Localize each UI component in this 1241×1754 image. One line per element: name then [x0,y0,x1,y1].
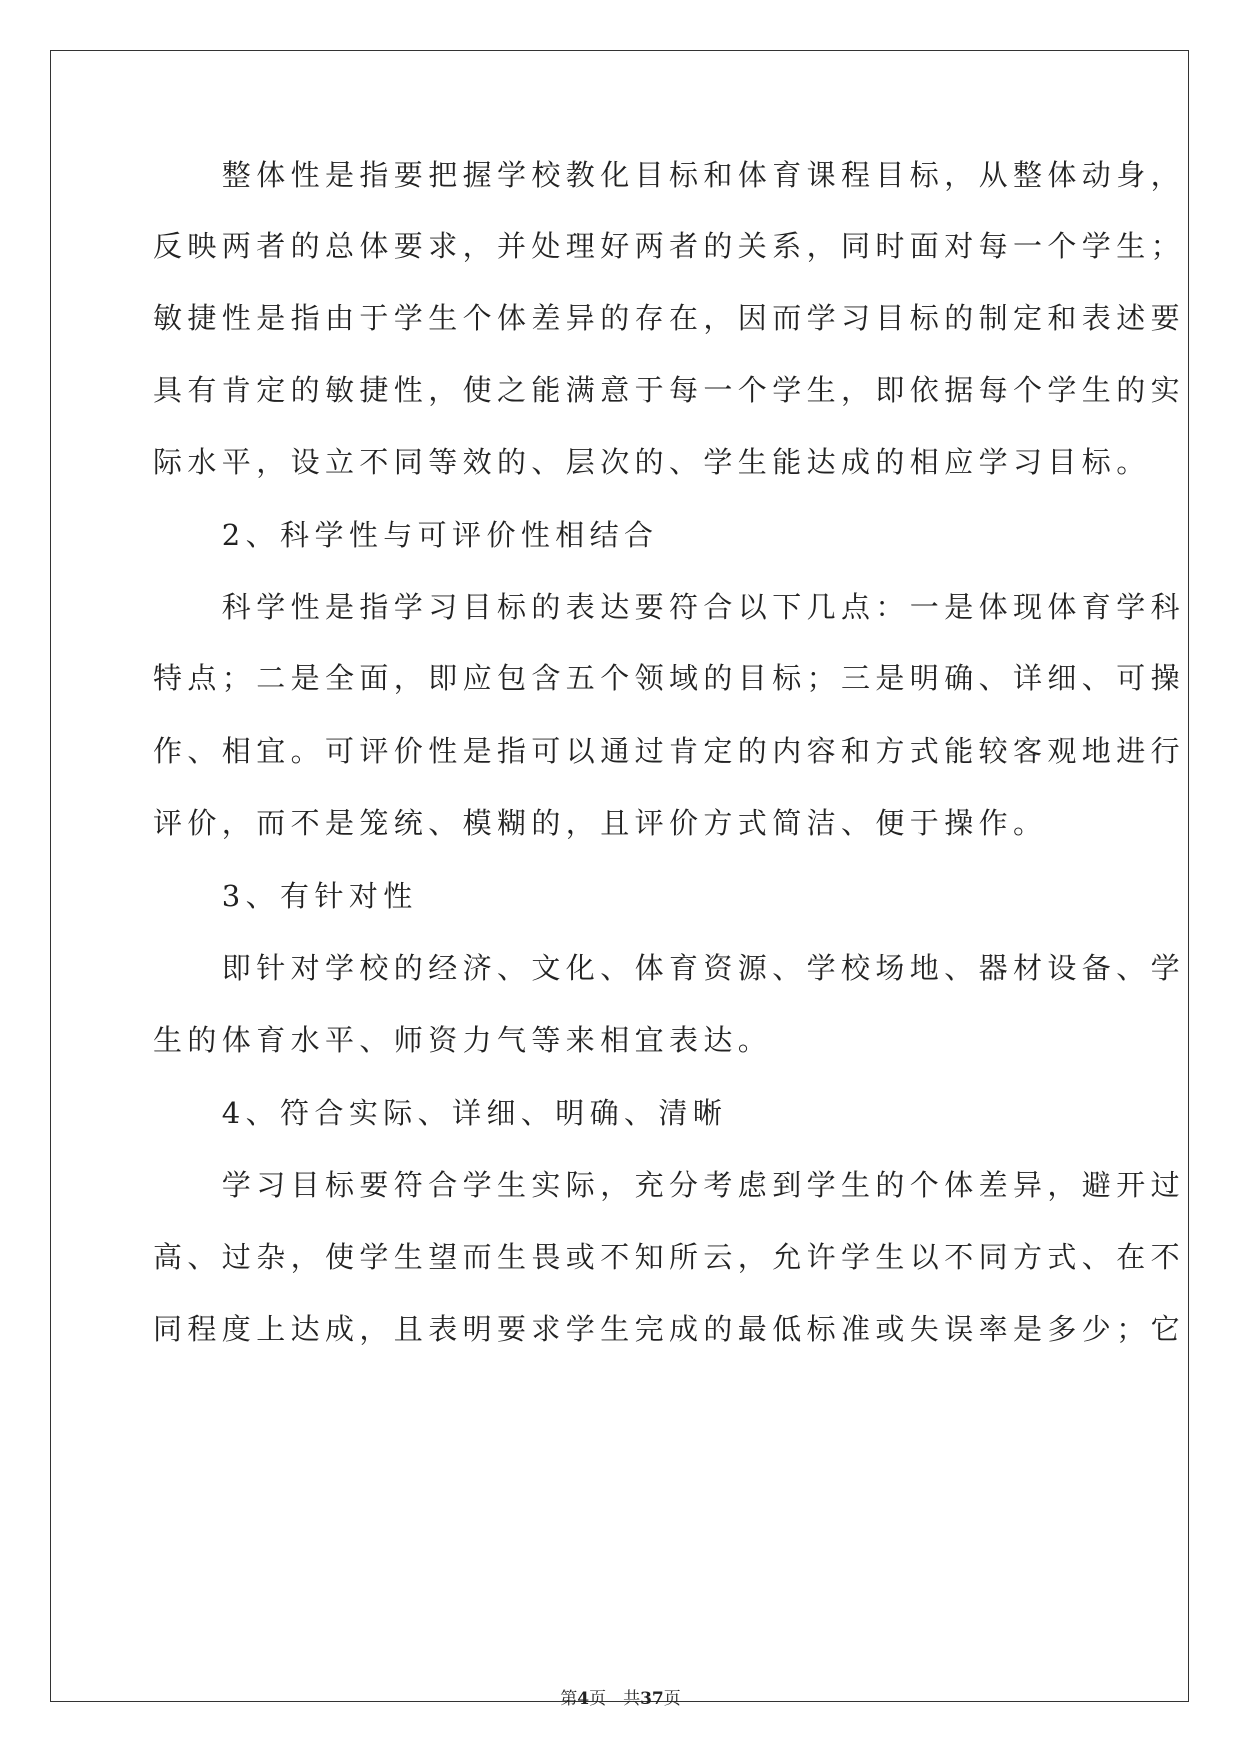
section-heading: 4、符合实际、详细、明确、清晰 [153,1096,728,1130]
body-line: 评价，而不是笼统、模糊的，且评价方式简洁、便于操作。 [153,806,1048,840]
body-line: 高、过杂，使学生望而生畏或不知所云，允许学生以不同方式、在不 [153,1240,1186,1274]
footer-mid: 页 共 [589,1689,641,1709]
body-line: 反映两者的总体要求，并处理好两者的关系，同时面对每一个学生； [153,229,1186,263]
body-line: 生的体育水平、师资力气等来相宜表达。 [153,1023,773,1057]
body-line: 敏捷性是指由于学生个体差异的存在，因而学习目标的制定和表述要 [153,301,1186,335]
body-line: 即针对学校的经济、文化、体育资源、学校场地、器材设备、学 [153,951,1186,985]
footer-prefix: 第 [560,1689,578,1709]
section-heading: 3、有针对性 [153,879,418,913]
page-number: 4 [577,1689,590,1709]
total-pages: 37 [640,1689,664,1709]
page-footer [0,1688,1241,1710]
footer-suffix: 页 [663,1689,681,1709]
body-line: 整体性是指要把握学校教化目标和体育课程目标，从整体动身， [153,158,1186,192]
section-heading: 2、科学性与可评价性相结合 [153,518,659,552]
body-line: 科学性是指学习目标的表达要符合以下几点：一是体现体育学科 [153,590,1186,624]
body-line: 际水平，设立不同等效的、层次的、学生能达成的相应学习目标。 [153,445,1151,479]
body-line: 特点；二是全面，即应包含五个领域的目标；三是明确、详细、可操 [153,661,1186,695]
body-line: 学习目标要符合学生实际，充分考虑到学生的个体差异，避开过 [153,1168,1186,1202]
body-line: 同程度上达成，且表明要求学生完成的最低标准或失误率是多少；它 [153,1312,1186,1346]
body-line: 作、相宜。可评价性是指可以通过肯定的内容和方式能较客观地进行 [153,734,1186,768]
body-line: 具有肯定的敏捷性，使之能满意于每一个学生，即依据每个学生的实 [153,373,1186,407]
